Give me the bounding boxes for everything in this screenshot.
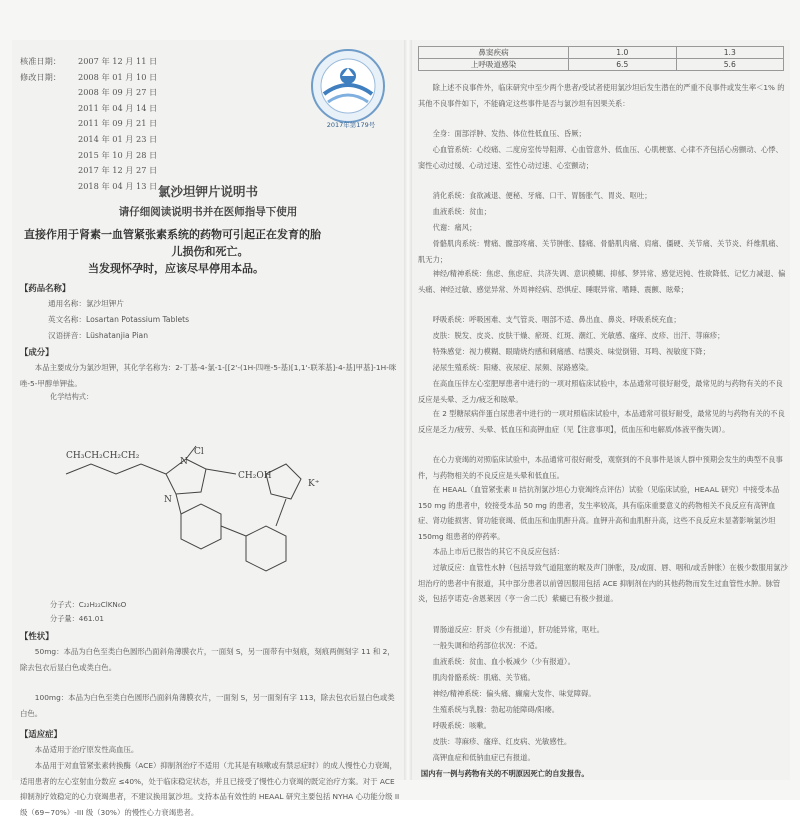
adverse-text: 呼吸系统：呼吸困难、支气管炎、咽部不适、鼻出血、鼻炎、呼吸系统充血； [432, 315, 681, 324]
field-label: 通用名称： [48, 299, 86, 308]
adverse-text: 血液系统：贫血； [432, 207, 491, 216]
adverse-text: 神经/精神系统：焦虑、焦虑症、共济失调、意识模糊、抑郁、梦异常、感觉迟钝、性欲降低、记忆力减退、偏头痛、神经过敏、感觉异常、外周神经病、恐惧症、睡眠异常、嗜睡、震颤、眩晕； [418, 269, 786, 294]
table-cell: 6.5 [569, 59, 677, 71]
adverse-text: 血液系统：贫血、血小板减少（少有报道）。 [432, 657, 575, 666]
warning-line: 直接作用于肾素一血管紧张素系统的药物可引起正在发育的胎 [24, 228, 321, 241]
svg-text:K⁺: K⁺ [308, 479, 320, 489]
seal-caption: 2017年第179号 [326, 121, 376, 129]
date-row [20, 163, 157, 179]
adverse-text: 除上述不良事件外，临床研究中至少两个患者/受试者使用氯沙坦后发生潜在的严重不良事件或发生率＜1% 的其他不良事件如下，不能确定这些事件是否与氯沙坦有因果关系： [418, 83, 785, 108]
adverse-text-emphasis: 国内有一例与药物有关的不明原因死亡的自发报告。 [420, 769, 589, 778]
document-title: 氯沙坦钾片说明书 [157, 184, 258, 199]
english-name-row [48, 314, 189, 325]
field-value: Losartan Potassium Tablets [85, 315, 190, 324]
svg-text:N: N [164, 495, 172, 505]
adverse-text: 泌尿生殖系统：阳痿、夜尿症、尿频、尿路感染。 [432, 363, 594, 372]
molecular-weight: 分子量：461.01 [50, 614, 104, 623]
adverse-text: 骨骼肌肉系统：臂痛、髋部疼痛、关节肿胀、膝痛、骨骼肌肉痛、肩痛、僵硬、关节痛、关节炎、纤维肌痛、肌无力； [418, 239, 783, 264]
document-subtitle: 请仔细阅读说明书并在医师指导下使用 [118, 206, 298, 218]
table-cell: 5.6 [676, 59, 784, 71]
section-heading-drug-name: 【药品名称】 [20, 283, 71, 293]
molecular-formula: 分子式：C₂₂H₂₂ClKN₆O [50, 600, 127, 609]
structure-label: 化学结构式： [50, 392, 94, 401]
section-heading-indications: 【适应症】 [20, 729, 62, 739]
date-label [20, 116, 78, 132]
date-row [20, 101, 157, 117]
date-value: 2014 年 01 月 23 日 [78, 133, 158, 144]
date-label [20, 132, 78, 148]
date-row [20, 116, 157, 132]
indications-text-1: 本品适用于治疗原发性高血压。 [34, 745, 139, 754]
table-row [419, 47, 784, 59]
adverse-text: 心血管系统：心绞痛、二度房室传导阻滞、心血管意外、低血压、心肌梗塞、心律不齐包括心房颤动、心悸、窦性心动过缓、心动过速、室性心动过速、心室颤动； [418, 145, 783, 170]
adverse-text: 皮肤：荨麻疹、瘙痒、红皮病、光敏感性。 [432, 737, 572, 746]
adverse-text: 本品上市后已报告的其它不良反应包括： [432, 547, 564, 556]
insert-right-page [412, 40, 790, 780]
page-fold [404, 40, 412, 780]
section-heading-composition: 【成分】 [20, 347, 54, 357]
table-row [419, 59, 784, 71]
adverse-event-table [418, 46, 784, 71]
section-heading-character: 【性状】 [20, 631, 54, 641]
adverse-text: 神经/精神系统：偏头痛、癫痫大发作、味觉障碍。 [432, 689, 596, 698]
svg-text:N: N [180, 457, 188, 467]
chemical-structure-diagram [46, 444, 386, 604]
insert-left-page [12, 40, 404, 817]
date-label [20, 163, 78, 179]
date-row [20, 54, 157, 70]
adverse-text: 全身：面部浮肿、发热、体位性低血压、昏厥； [432, 129, 586, 138]
adverse-text: 肌肉骨骼系统：肌痛、关节痛。 [432, 673, 535, 682]
table-cell: 上呼吸道感染 [419, 59, 569, 71]
date-label [20, 85, 78, 101]
date-label [20, 101, 78, 117]
indications-text-2: 本品用于对血管紧张素转换酶（ACE）抑制剂治疗不适用（尤其是有咳嗽或有禁忌症时）的成人慢性心力衰竭，适用患者的左心室射血分数应 ≤40%，处于临床稳定状态，并且已接受了慢性心力衰竭的既定治疗方案。对于 ACE 抑制剂疗效稳定的心力衰竭患者，不建议换用氯沙坦。支持本品有效性的 HEAAL 研究主要包括 NYHA 心功能分级 II 级（69~70%）-III 级（30%）的慢性心力衰竭患者。 [20, 761, 400, 817]
table-cell: 1.3 [676, 47, 784, 59]
date-value: 2011 年 04 月 14 日 [78, 102, 158, 113]
field-value: 氯沙坦钾片 [85, 299, 124, 308]
character-100mg-text: 100mg：本品为白色至类白色圆形凸面斜角薄膜衣片，一面刻 S，另一面刻有字 113，除去包衣后显白色或类白色。 [20, 693, 395, 718]
field-value: Lüshatanjia Pian [85, 331, 149, 340]
warning-line: 当发现怀孕时，应该尽早停用本品。 [88, 262, 264, 275]
character-50mg-text: 50mg：本品为白色至类白色圆形凸面斜角薄膜衣片，一面刻 S，另一面带有中刻痕，刻痕两侧刻字 11 和 2，除去包衣后显白色或类白色。 [20, 647, 395, 672]
date-row [20, 85, 157, 101]
date-row [20, 70, 157, 86]
date-label: 修改日期： [20, 71, 61, 82]
svg-text:CH₂OH: CH₂OH [238, 471, 272, 481]
adverse-text: 在 HEAAL（血管紧张素 II 拮抗剂氯沙坦心力衰竭终点评估）试验（见临床试验，HEAAL 研究）中接受本品 150 mg 的患者中，较接受本品 50 mg 的患者，发生率较高，具有临床重要意义的药物相关不良反应有高钾血症、肾功能损害、肾功能衰竭、低血压和血肌酐升高。血钾升高和血肌酐升高，这些不良反应未显著影响氯沙坦 150mg 组患者的停药率。 [418, 485, 780, 541]
date-label: 核准日期： [20, 56, 61, 66]
adverse-text: 生殖系统与乳腺：勃起功能障碍/阳痿。 [432, 705, 560, 714]
revision-dates [20, 54, 157, 194]
adverse-text: 在 2 型糖尿病伴蛋白尿患者中进行的一项对照临床试验中，本品通常可很好耐受，最常见的与药物有关的不良反应是乏力/疲劳、头晕、低血压和高钾血症（见【注意事项】，低血压和电解质/体液平衡失调）。 [418, 409, 785, 434]
field-label: 英文名称： [48, 315, 86, 324]
table-cell: 1.0 [569, 47, 677, 59]
date-value: 2015 年 10 月 28 日 [78, 149, 158, 160]
date-row [20, 148, 157, 164]
adverse-text: 一般失调和给药部位状况：不适。 [432, 641, 543, 650]
adverse-text: 代谢：痛风； [432, 223, 477, 232]
date-value: 2017 年 12 月 27 日 [78, 165, 158, 176]
generic-name-row [48, 298, 124, 309]
pinyin-name-row [48, 330, 148, 341]
date-value: 2018 年 04 月 13 日 [78, 180, 158, 191]
date-value: 2007 年 12 月 11 日 [78, 56, 158, 66]
adverse-text: 呼吸系统：咳嗽。 [432, 721, 491, 730]
table-cell: 鼻窦疾病 [419, 47, 569, 59]
svg-text:CH₃CH₂CH₂CH₂: CH₃CH₂CH₂CH₂ [66, 451, 140, 461]
svg-text:Cl: Cl [194, 447, 204, 457]
adverse-text: 过敏反应：血管性水肿（包括导致气道阻塞的喉及声门肿胀，及/或面、唇、咽和/或舌肿胀）在极少数服用氯沙坦治疗的患者中有报道，其中部分患者以前曾因服用包括 ACE 抑制剂在内的其他药物而发生过血管性水肿。脉管炎，包括亨诺克-舍恩莱因（亨一舍二氏）紫癜已有极少报道。 [418, 563, 788, 603]
warning-line: 儿损伤和死亡。 [171, 245, 249, 258]
composition-text: 本品主要成分为氯沙坦钾，其化学名称为：2-丁基-4-氯-1-[[2'-(1H-四唑-5-基)[1,1'-联苯基]-4-基]甲基]-1H-咪唑-5-甲醇单钾盐。 [20, 363, 397, 388]
date-value: 2011 年 09 月 21 日 [78, 118, 158, 129]
boxed-warning [24, 226, 396, 277]
adverse-text: 特殊感觉：视力模糊、眼睛烧灼感和刺痛感、结膜炎、味觉倒错、耳鸣、视敏度下降； [432, 347, 710, 356]
adverse-text: 消化系统：食欲减退、便秘、牙痛、口干、胃肠胀气、胃炎、呕吐； [432, 191, 652, 200]
date-value: 2008 年 01 月 10 日 [78, 71, 158, 82]
certification-seal-logo [308, 46, 388, 126]
adverse-text: 高钾血症和低钠血症已有报道。 [432, 753, 535, 762]
field-label: 汉语拼音： [48, 331, 86, 340]
adverse-text: 在心力衰竭的对照临床试验中，本品通常可很好耐受，观察到的不良事件是该人群中预期会发生的典型不良事件，与药物相关的不良反应是头晕和低血压。 [418, 455, 783, 480]
adverse-text: 在高血压伴左心室肥厚患者中进行的一项对照临床试验中，本品通常可很好耐受，最常见的与药物有关的不良反应是头晕、乏力/疲乏和眩晕。 [418, 379, 783, 404]
adverse-text: 皮肤：脱发、皮炎、皮肤干燥、瘀斑、红斑、潮红、光敏感、瘙痒、皮疹、出汗、荨麻疹； [432, 331, 725, 340]
date-row [20, 132, 157, 148]
date-value: 2008 年 09 月 27 日 [78, 87, 158, 98]
date-label [20, 148, 78, 164]
adverse-text: 胃肠道反应：肝炎（少有报道），肝功能异常，呕吐。 [432, 625, 605, 634]
